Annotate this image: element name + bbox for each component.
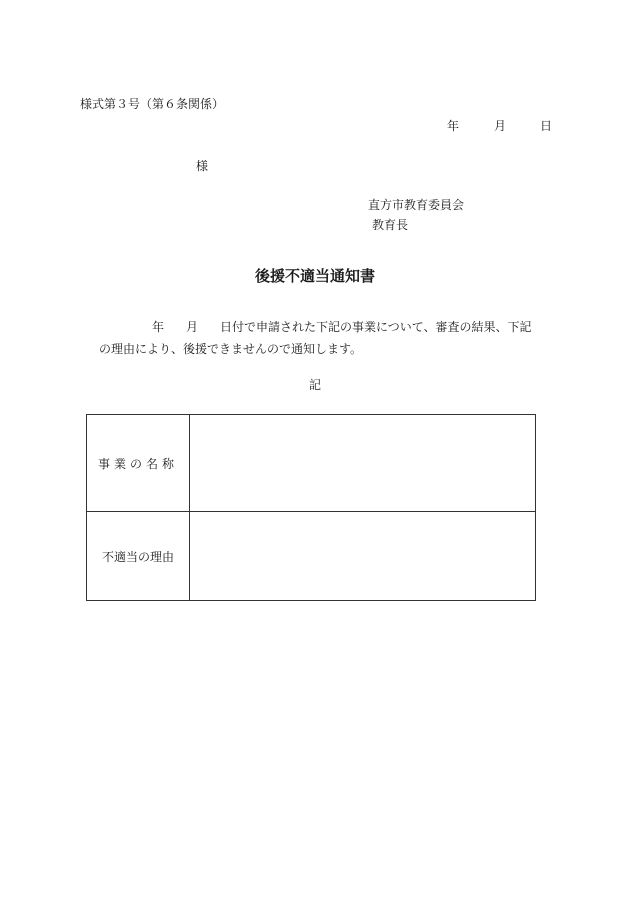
body-month-label: 月 <box>186 320 199 334</box>
issuer-organization: 直方市教育委員会 <box>368 198 465 212</box>
ki-heading: 記 <box>308 378 321 392</box>
issuer-title: 教育長 <box>372 218 409 232</box>
table-row-reason <box>87 512 536 601</box>
body-line-1-text: 日付で申請された下記の事業について、審査の結果、下記 <box>220 320 532 334</box>
reason-label: 不適当の理由 <box>87 512 190 601</box>
date-day-label: 日 <box>540 119 553 133</box>
recipient-honorific: 様 <box>196 159 209 173</box>
body-paragraph <box>99 316 539 360</box>
form-number: 様式第３号（第６条関係） <box>80 97 225 111</box>
date-month-label: 月 <box>494 119 507 133</box>
body-year-label: 年 <box>152 320 165 334</box>
body-line-2: の理由により、後援できませんので通知します。 <box>99 342 363 356</box>
table-row-event-name <box>87 415 536 512</box>
event-name-value <box>190 415 536 512</box>
reason-value <box>190 512 536 601</box>
document-title: 後援不適当通知書 <box>254 267 375 285</box>
body-line-1 <box>99 316 539 338</box>
details-table <box>86 414 536 601</box>
date-year-label: 年 <box>447 119 460 133</box>
event-name-label: 事業の名称 <box>87 415 190 512</box>
